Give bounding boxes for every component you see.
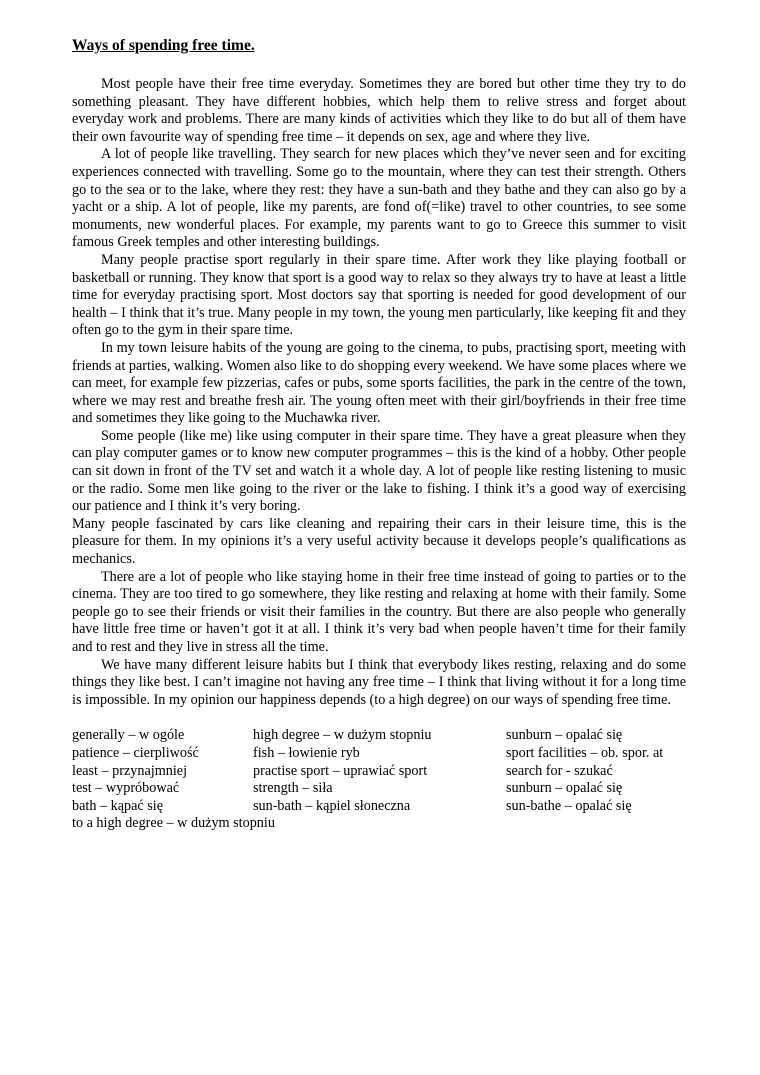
vocab-item: test – wypróbować bbox=[72, 780, 180, 797]
paragraph-computer: Some people (like me) like using computer in their spare time. They have a great pleasure when they can play computer games or to know new computer programmes – this is the kind of a hobby. Other people can sit down in front of the TV set and watch it a whole day. A lot of people like resting listening to music or the radio. Some men like going to the river or the lake to fishing. I think it’s a good way of exercising our patience and I think it’s very boring. bbox=[72, 427, 686, 515]
vocab-item: bath – kąpać się bbox=[72, 797, 163, 814]
vocab-item: strength – siła bbox=[253, 780, 333, 797]
vocab-item-last: to a high degree – w dużym stopniu bbox=[72, 815, 275, 832]
vocab-item: sun-bathe – opalać się bbox=[506, 797, 632, 814]
vocab-item: sunburn – opalać się bbox=[506, 780, 623, 797]
paragraph-home: There are a lot of people who like staying home in their free time instead of going to parties or to the cinema. They are too tired to go somewhere, they like resting and relaxing at home with their family. Some people go to see their friends or visit their families in the country. But there are also people who generally have little free time or haven’t got it at all. I think it’s very bad when people haven’t time for their family and to rest and they live in stress all the time. bbox=[72, 568, 686, 655]
paragraph-travelling: A lot of people like travelling. They search for new places which they’ve never seen and for exciting experiences connected with travelling. Some go to the mountain, where they can test their strength. Others go to the sea or to the lake, where they rest: they have a sun-bath and they bathe and they can also go by a yacht or a ship. A lot of people, like my parents, are fond of(=like) travel to other countries, to see some monuments, new wonderful places. For example, my parents want to go to Greece this summer to visit famous Greek temples and other interesting buildings. bbox=[72, 146, 686, 251]
vocab-item: sun-bath – kąpiel słoneczna bbox=[253, 797, 411, 814]
vocab-item: fish – łowienie ryb bbox=[253, 744, 360, 761]
vocab-item: generally – w ogóle bbox=[72, 727, 185, 744]
essay-body bbox=[72, 76, 686, 709]
vocabulary-list bbox=[72, 727, 686, 833]
paragraph-conclusion: We have many different leisure habits but I think that everybody likes resting, relaxing and do some things they like best. I can’t imagine not having any free time – I think that living without it for a long time is impossible. In my opinion our happiness depends (to a high degree) on our ways of spending free time. bbox=[72, 656, 686, 708]
vocab-item: high degree – w dużym stopniu bbox=[253, 727, 432, 744]
page-title: Ways of spending free time. bbox=[72, 37, 255, 54]
vocab-item: least – przynajmniej bbox=[72, 762, 188, 779]
paragraph-intro: Most people have their free time everyday. Sometimes they are bored but other time they try to do something pleasant. They have different hobbies, which help them to relive stress and forget about everyday work and problems. There are many kinds of activities which they like to do but all of them have their own favourite way of spending free time – it depends on sex, age and where they live. bbox=[72, 76, 686, 145]
paragraph-town: In my town leisure habits of the young are going to the cinema, to pubs, practising sport, meeting with friends at parties, walking. Women also like to do shopping every weekend. We have some places where we can meet, for example few pizzerias, cafes or pubs, some sports facilities, the park in the centre of the town, where we may rest and breathe fresh air. The young often meet with their girl/boyfriends in their free time and sometimes they like going to the Muchawka river. bbox=[72, 339, 686, 427]
vocab-item: practise sport – uprawiać sport bbox=[253, 762, 428, 779]
vocab-item: search for - szukać bbox=[506, 762, 613, 779]
vocab-item: patience – cierpliwość bbox=[72, 744, 199, 761]
document-page bbox=[72, 36, 686, 833]
vocab-item: sport facilities – ob. spor. at bbox=[506, 744, 664, 761]
paragraph-cars: Many people fascinated by cars like cleaning and repairing their cars in their leisure time, this is the pleasure for them. In my opinions it’s a very useful activity because it develops people’s qualifications as mechanics. bbox=[72, 515, 686, 568]
vocab-item: sunburn – opalać się bbox=[506, 727, 623, 744]
paragraph-sport: Many people practise sport regularly in their spare time. After work they like playing football or basketball or running. They know that sport is a good way to relax so they always try to have at least a little time for everyday practising sport. Most doctors say that sporting is needed for good development of our health – I think that it’s true. Many people in my town, the young men particularly, like keeping fit and they often go to the gym in their spare time. bbox=[72, 251, 686, 339]
